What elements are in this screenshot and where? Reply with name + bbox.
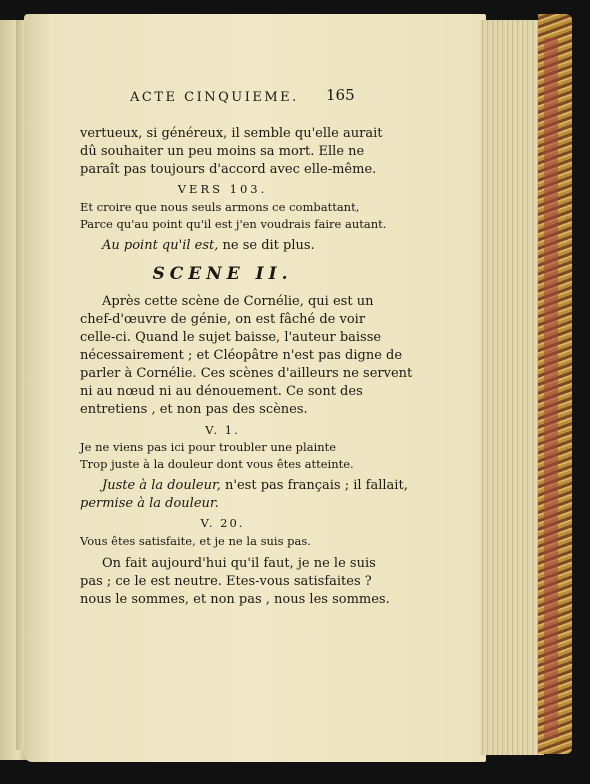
quote-line: Vous êtes satisfaite, et je ne la suis pas. (80, 534, 311, 548)
text-line: entretiens , et non pas des scènes. (80, 402, 308, 417)
note-line (102, 478, 408, 493)
text-line: vertueux, si généreux, il semble qu'elle aurait (80, 126, 383, 141)
note-line (102, 238, 315, 253)
verse-ref: V. 1. (205, 423, 240, 437)
quote-line: Et croire que nous seuls armons ce combattant, (80, 200, 360, 214)
note-line: permise à la douleur. (80, 496, 219, 511)
verse-ref: VERS 103. (177, 182, 268, 196)
note-rest: ne se dit plus. (218, 238, 315, 253)
page-number: 165 (326, 86, 355, 104)
text-line: On fait aujourd'hui qu'il faut, je ne le suis (102, 556, 376, 571)
text-line: dû souhaiter un peu moins sa mort. Elle ne (80, 144, 365, 159)
quote-line: Je ne viens pas ici pour troubler une plainte (80, 440, 337, 454)
text-line: nous le sommes, et non pas , nous les sommes. (80, 592, 390, 607)
note-italic: Juste à la douleur, (102, 478, 221, 493)
text-line: nécessairement ; et Cléopâtre n'est pas digne de (80, 348, 403, 363)
quote-line: Parce qu'au point qu'il est j'en voudrais faire autant. (80, 217, 387, 231)
note-italic: Au point qu'il est, (102, 238, 219, 253)
note-rest: n'est pas français ; il fallait, (220, 478, 408, 493)
cover-leather-edge (544, 38, 558, 738)
scene-heading: SCENE II. (152, 264, 293, 284)
verse-ref: V. 20. (200, 516, 245, 530)
quote-line: Trop juste à la douleur dont vous êtes atteinte. (80, 457, 354, 471)
text-line: pas ; ce le est neutre. Etes-vous satisfaites ? (80, 574, 372, 589)
text-line: ni au nœud ni au dénouement. Ce sont des (80, 384, 363, 399)
text-line: parler à Cornélie. Ces scènes d'ailleurs ne servent (80, 366, 413, 381)
text-line: paraît pas toujours d'accord avec elle-même. (80, 162, 377, 177)
page-fore-edge (480, 20, 544, 755)
text-line: chef-d'œuvre de génie, on est fâché de voir (80, 312, 366, 327)
text-line: Après cette scène de Cornélie, qui est un (102, 294, 374, 309)
text-line: celle-ci. Quand le sujet baisse, l'auteur baisse (80, 330, 382, 345)
running-head: ACTE CINQUIEME. (130, 90, 299, 105)
page-gutter (16, 20, 24, 750)
